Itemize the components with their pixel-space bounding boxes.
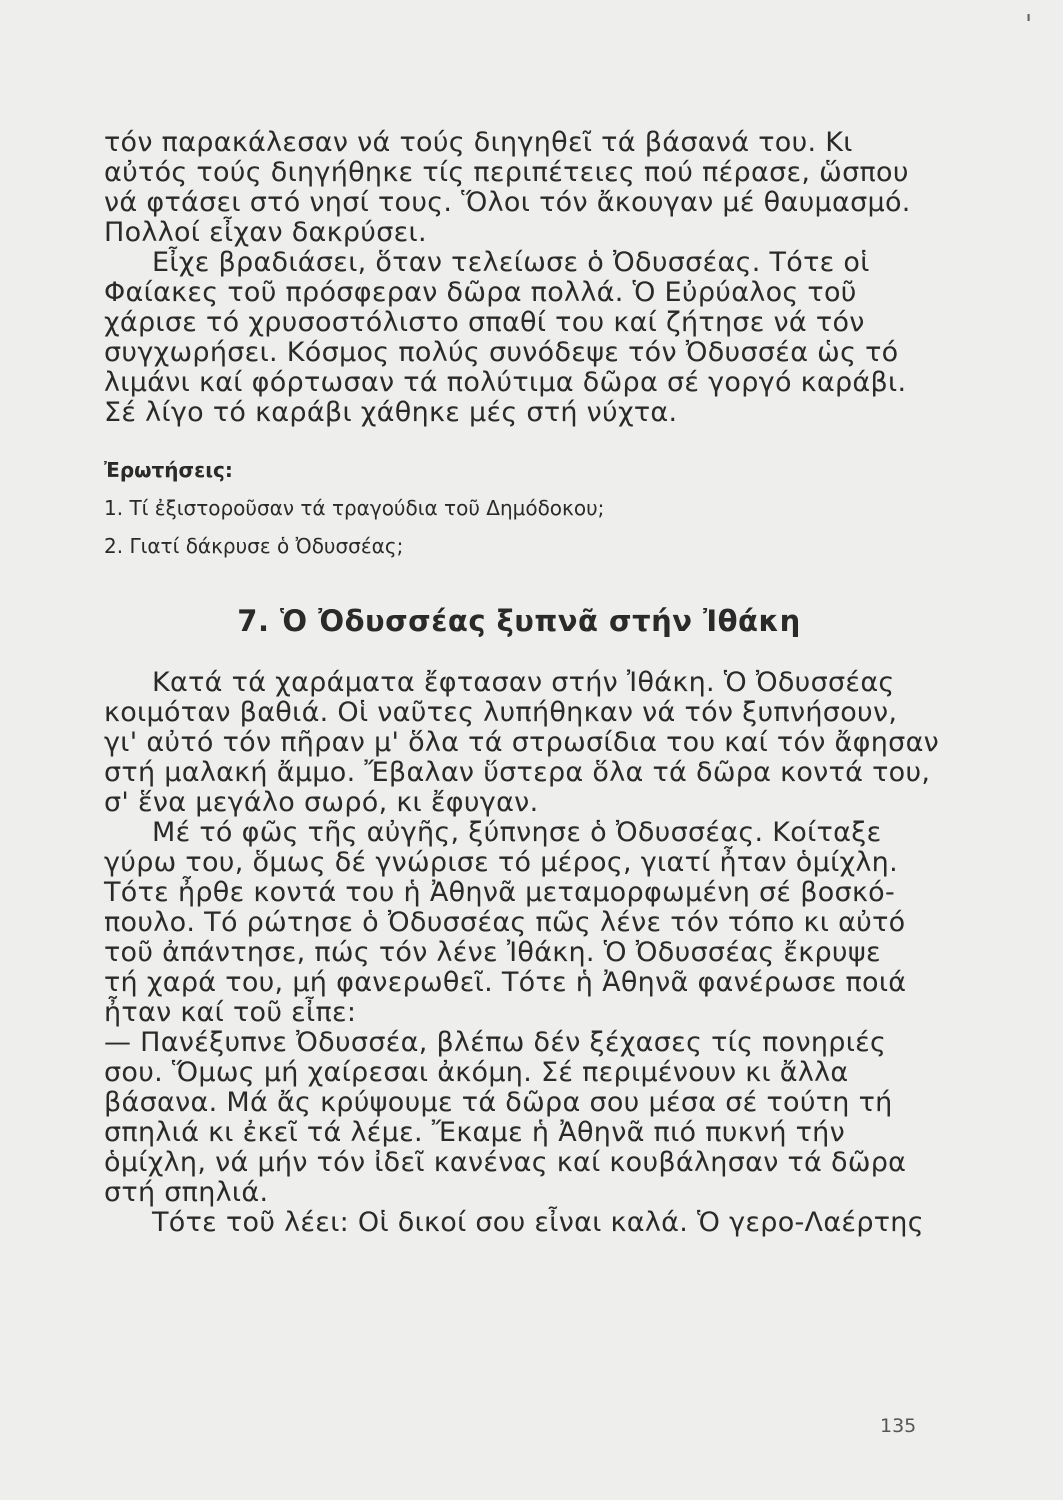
questions-title: Ἐρωτήσεις: xyxy=(104,458,233,482)
text-line: πουλο. Τό ρώτησε ὁ Ὀδυσσέας πῶς λένε τόν τόπο κι αὐτό xyxy=(104,907,906,938)
question-item: 1. Τί ἐξιστοροῦσαν τά τραγούδια τοῦ Δημόδοκου; xyxy=(104,496,605,520)
corner-mark: ' xyxy=(1025,10,1033,40)
text-line: αὐτός τούς διηγήθηκε τίς περιπέτειες πού πέρασε, ὥσπου xyxy=(104,157,909,188)
text-line: Πολλοί εἶχαν δακρύσει. xyxy=(104,217,427,248)
paragraph xyxy=(104,128,934,248)
question-item: 2. Γιατί δάκρυσε ὁ Ὀδυσσέας; xyxy=(104,534,404,558)
text-line: στή σπηλιά. xyxy=(104,1177,269,1208)
text-line: βάσανα. Μά ἄς κρύψουμε τά δῶρα σου μέσα σέ τούτη τή xyxy=(104,1087,893,1118)
text-line: σ' ἕνα μεγάλο σωρό, κι ἔφυγαν. xyxy=(104,787,539,818)
paragraph xyxy=(104,1208,934,1238)
paragraph xyxy=(104,818,934,1028)
page-number: 135 xyxy=(880,1415,917,1437)
text-line: — Πανέξυπνε Ὀδυσσέα, βλέπω δέν ξέχασες τίς πονηριές xyxy=(104,1027,887,1058)
text-line: Εἶχε βραδιάσει, ὅταν τελείωσε ὁ Ὀδυσσέας. Τότε οἱ xyxy=(152,247,870,278)
text-line: σου. Ὅμως μή χαίρεσαι ἀκόμη. Σέ περιμένουν κι ἄλλα xyxy=(104,1057,849,1088)
text-line: νά φτάσει στό νησί τους. Ὅλοι τόν ἄκουγαν μέ θαυμασμό. xyxy=(104,187,911,218)
paragraph xyxy=(104,667,940,818)
text-line: Τότε τοῦ λέει: Οἱ δικοί σου εἶναι καλά. Ὁ γερο-Λαέρτης xyxy=(152,1207,924,1238)
text-line: Σέ λίγο τό καράβι χάθηκε μές στή νύχτα. xyxy=(104,397,678,428)
text-line: τοῦ ἀπάντησε, πώς τόν λένε Ἰθάκη. Ὁ Ὀδυσσέας ἔκρυψε xyxy=(104,937,881,968)
text-line: ἦταν καί τοῦ εἶπε: xyxy=(104,997,357,1028)
text-line: τόν παρακάλεσαν νά τούς διηγηθεῖ τά βάσανά του. Κι xyxy=(104,127,853,158)
text-line: λιμάνι καί φόρτωσαν τά πολύτιμα δῶρα σέ γοργό καράβι. xyxy=(104,367,907,398)
text-line: Μέ τό φῶς τῆς αὐγῆς, ξύπνησε ὁ Ὀδυσσέας. Κοίταξε xyxy=(152,817,882,848)
paragraph xyxy=(104,1028,934,1208)
text-line: Τότε ἦρθε κοντά του ἡ Ἀθηνᾶ μεταμορφωμένη σέ βοσκό- xyxy=(104,877,896,908)
text-line: κοιμόταν βαθιά. Οἱ ναῦτες λυπήθηκαν νά τόν ξυπνήσουν, xyxy=(104,697,898,728)
text-line: χάρισε τό χρυσοστόλιστο σπαθί του καί ζήτησε νά τόν xyxy=(104,307,865,338)
paragraph xyxy=(104,248,934,428)
text-line: συγχωρήσει. Κόσμος πολύς συνόδεψε τόν Ὀδυσσέα ὡς τό xyxy=(104,337,899,368)
chapter-title: 7. Ὁ Ὀδυσσέας ξυπνᾶ στήν Ἰθάκη xyxy=(237,604,801,638)
text-line: γι' αὐτό τόν πῆραν μ' ὅλα τά στρωσίδια του καί τόν ἄφησαν xyxy=(104,727,940,758)
text-line: γύρω του, ὅμως δέ γνώρισε τό μέρος, γιατί ἦταν ὁμίχλη. xyxy=(104,847,898,878)
text-line: τή χαρά του, μή φανερωθεῖ. Τότε ἡ Ἀθηνᾶ φανέρωσε ποιά xyxy=(104,967,907,998)
text-line: στή μαλακή ἄμμο. Ἔβαλαν ὕστερα ὅλα τά δῶρα κοντά του, xyxy=(104,757,931,788)
text-line: ὁμίχλη, νά μήν τόν ἰδεῖ κανένας καί κουβάλησαν τά δῶρα xyxy=(104,1147,907,1178)
section-top xyxy=(104,127,940,1238)
text-line: Φαίακες τοῦ πρόσφεραν δῶρα πολλά. Ὁ Εὐρύαλος τοῦ xyxy=(104,277,857,308)
text-line: Κατά τά χαράματα ἔφτασαν στήν Ἰθάκη. Ὁ Ὀδυσσέας xyxy=(152,667,895,698)
text-line: σπηλιά κι ἐκεῖ τά λέμε. Ἔκαμε ἡ Ἀθηνᾶ πιό πυκνή τήν xyxy=(104,1117,845,1148)
